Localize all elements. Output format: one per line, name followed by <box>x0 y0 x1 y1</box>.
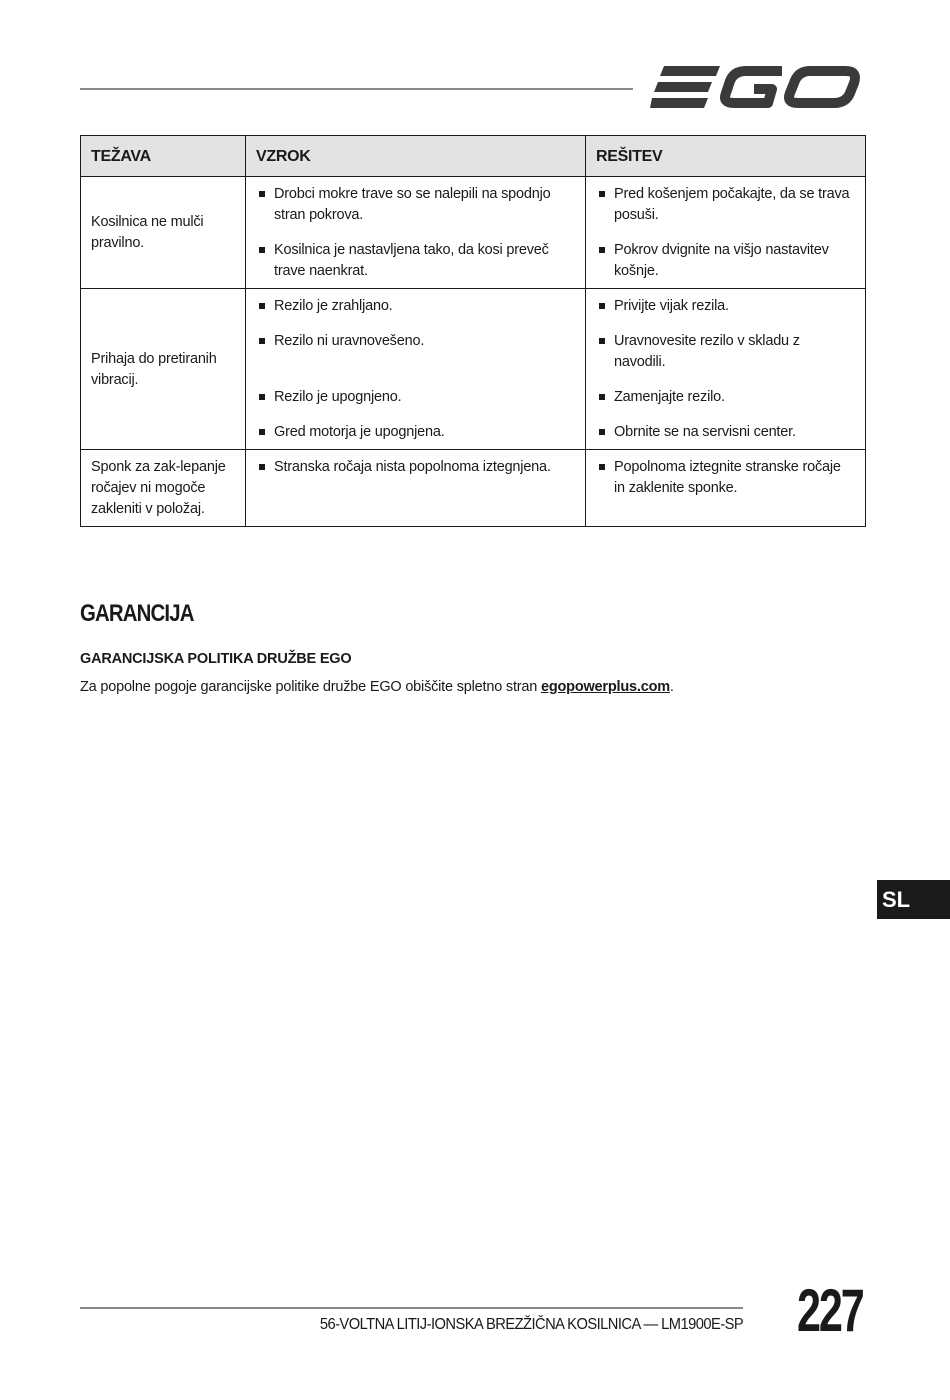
troubleshooting-table <box>80 135 866 527</box>
header-rule <box>80 88 633 90</box>
warranty-sentence: Za popolne pogoje garancijske politike družbe EGO obiščite spletno stran <box>80 679 538 695</box>
warranty-text <box>80 679 674 695</box>
header-problem: TEŽAVA <box>81 136 246 177</box>
footer-product-title: 56-VOLTNA LITIJ-IONSKA BREZŽIČNA KOSILNICA — LM1900E-SP <box>319 1316 743 1333</box>
language-tab: SL <box>877 880 950 919</box>
solution-cell <box>586 177 866 289</box>
problem-cell: Prihaja do pretiranih vibracij. <box>81 289 246 450</box>
problem-cell: Kosilnica ne mulči pravilno. <box>81 177 246 289</box>
ego-logo <box>650 62 862 114</box>
warranty-title: GARANCIJA <box>80 600 194 627</box>
cause-item: Kosilnica je nastavljena tako, da kosi preveč trave naenkrat. <box>256 240 575 282</box>
cause-item: Stranska ročaja nista popolnoma iztegnjena. <box>256 457 575 478</box>
cause-item: Gred motorja je upognjena. <box>256 422 575 443</box>
cause-cell <box>246 450 586 527</box>
cause-item: Rezilo ni uravnovešeno. <box>256 331 575 352</box>
page-number: 227 <box>797 1277 863 1344</box>
warranty-sentence-end: . <box>669 679 674 695</box>
cause-item: Rezilo je upognjeno. <box>256 387 575 408</box>
header-solution: REŠITEV <box>586 136 866 177</box>
problem-cell: Sponk za zak-lepanje ročajev ni mogoče zakleniti v položaj. <box>81 450 246 527</box>
solution-item: Obrnite se na servisni center. <box>596 422 855 443</box>
solution-item: Zamenjajte rezilo. <box>596 387 855 408</box>
cause-cell <box>246 177 586 289</box>
cause-item: Drobci mokre trave so se nalepili na spodnjo stran pokrova. <box>256 184 575 226</box>
solution-item: Uravnovesite rezilo v skladu z navodili. <box>596 331 855 373</box>
solution-item: Popolnoma iztegnite stranske ročaje in zaklenite sponke. <box>596 457 855 499</box>
header-cause: VZROK <box>246 136 586 177</box>
warranty-link[interactable]: egopowerplus.com <box>540 679 670 695</box>
solution-cell <box>586 289 866 450</box>
table-header-row <box>81 136 866 177</box>
warranty-subtitle: GARANCIJSKA POLITIKA DRUŽBE EGO <box>80 651 352 667</box>
solution-cell <box>586 450 866 527</box>
solution-item: Privijte vijak rezila. <box>596 296 855 317</box>
solution-item: Pokrov dvignite na višjo nastavitev košnje. <box>596 240 855 282</box>
cause-cell <box>246 289 586 450</box>
cause-item: Rezilo je zrahljano. <box>256 296 575 317</box>
solution-item: Pred košenjem počakajte, da se trava posuši. <box>596 184 855 226</box>
table-row <box>81 289 866 450</box>
footer-rule <box>80 1307 743 1309</box>
table-row <box>81 177 866 289</box>
table-row <box>81 450 866 527</box>
